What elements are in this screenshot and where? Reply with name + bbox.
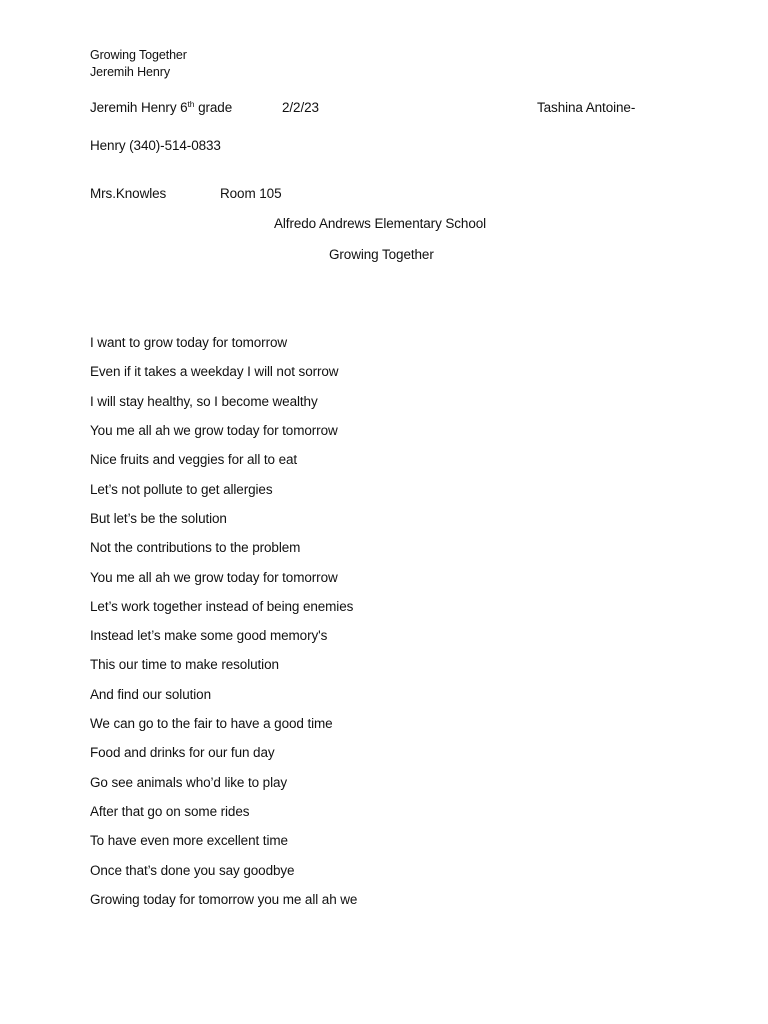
poem-line: And find our solution — [90, 687, 211, 702]
poem-line: Even if it takes a weekday I will not sorrow — [90, 364, 339, 379]
school-name: Alfredo Andrews Elementary School — [274, 216, 487, 231]
poem-line: Growing today for tomorrow you me all ah we — [90, 892, 358, 907]
poem-line: Let’s work together instead of being enemies — [90, 599, 354, 614]
document-author: Jeremih Henry — [90, 65, 170, 79]
student-name: Jeremih Henry 6 — [90, 100, 188, 115]
poem-line: Nice fruits and veggies for all to eat — [90, 452, 298, 467]
poem-line: We can go to the fair to have a good time — [90, 716, 333, 731]
poem-line: But let’s be the solution — [90, 511, 227, 526]
poem-line: Once that’s done you say goodbye — [90, 863, 295, 878]
poem-line: This our time to make resolution — [90, 657, 279, 672]
parent-name-phone: Henry (340)-514-0833 — [90, 138, 221, 153]
student-grade-line — [90, 100, 232, 116]
room-number: Room 105 — [220, 186, 282, 201]
grade-superscript: th — [187, 99, 195, 109]
grade-word: grade — [194, 100, 233, 115]
poem-line: Not the contributions to the problem — [90, 540, 301, 555]
poem-line: After that go on some rides — [90, 804, 250, 819]
poem-line: I will stay healthy, so I become wealthy — [90, 394, 318, 409]
poem-line: You me all ah we grow today for tomorrow — [90, 570, 338, 585]
poem-line: Let’s not pollute to get allergies — [90, 482, 273, 497]
poem-line: Instead let’s make some good memory's — [90, 628, 328, 643]
date: 2/2/23 — [282, 100, 319, 115]
poem-line: To have even more excellent time — [90, 833, 288, 848]
poem-line: Go see animals who’d like to play — [90, 775, 288, 790]
poem-line: I want to grow today for tomorrow — [90, 335, 288, 350]
poem-title: Growing Together — [329, 247, 434, 262]
teacher-name: Mrs.Knowles — [90, 186, 167, 201]
document-title: Growing Together — [90, 48, 187, 62]
poem-line: Food and drinks for our fun day — [90, 745, 275, 760]
parent-name-part1: Tashina Antoine- — [537, 100, 636, 115]
poem-line: You me all ah we grow today for tomorrow — [90, 423, 338, 438]
